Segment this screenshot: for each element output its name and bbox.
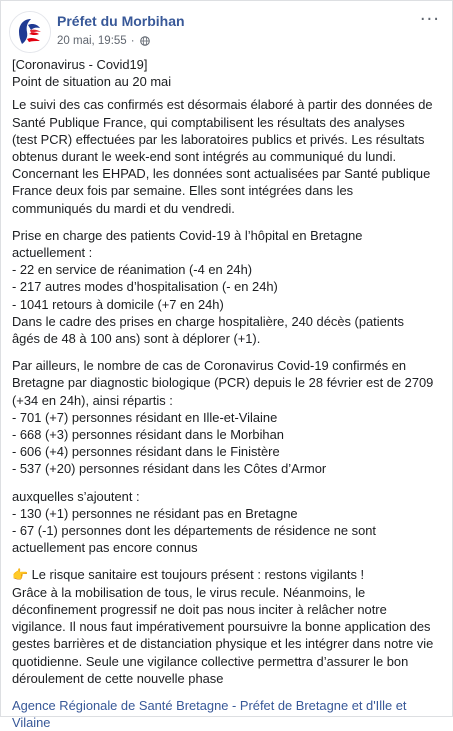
page-name-link[interactable]: Préfet du Morbihan bbox=[57, 13, 185, 29]
paragraph-additional-cases bbox=[12, 488, 446, 557]
tagged-page-link[interactable]: Agence Régionale de Santé Bretagne - Préfet de Bretagne et d'Ille et bbox=[12, 697, 407, 713]
text-line: - 67 (-1) personnes dont les départements de résidence ne sont bbox=[12, 523, 377, 539]
text-line: - 217 autres modes d’hospitalisation (- en 24h) bbox=[12, 279, 278, 295]
paragraph-methodology bbox=[12, 96, 446, 216]
text-line: actuellement : bbox=[12, 245, 93, 261]
post-timestamp[interactable]: 20 mai, 19:55 bbox=[57, 35, 127, 47]
text-line: communiqués du mardi et du vendredi. bbox=[12, 200, 235, 216]
text-line: âgés de 48 à 100 ans) sont à déplorer (+1). bbox=[12, 331, 261, 347]
text-line: - 130 (+1) personnes ne résidant pas en Bretagne bbox=[12, 505, 298, 521]
globe-icon bbox=[140, 36, 150, 46]
text-line: déconfinement progressif ne doit pas nous inciter à relâcher notre bbox=[12, 601, 387, 617]
tagged-page-link[interactable]: Vilaine bbox=[12, 715, 51, 731]
marianne-logo-icon bbox=[10, 12, 50, 52]
text-line: 👉 Le risque sanitaire est toujours présent : restons vigilants ! bbox=[12, 567, 365, 583]
tagged-pages bbox=[12, 697, 446, 731]
text-line: Par ailleurs, le nombre de cas de Coronavirus Covid-19 confirmés en bbox=[12, 358, 407, 374]
post-intro bbox=[12, 56, 446, 90]
text-line: auxquelles s’ajoutent : bbox=[12, 488, 140, 504]
text-line: Concernant les EHPAD, les données sont actualisées par Santé publique bbox=[12, 166, 431, 182]
more-options-button[interactable]: ··· bbox=[419, 9, 440, 30]
text-line: obtenus durant le week-end sont intégrés au communiqué du lundi. bbox=[12, 149, 397, 165]
text-line: - 701 (+7) personnes résidant en Ille-et-Vilaine bbox=[12, 409, 278, 425]
text-line: Point de situation au 20 mai bbox=[12, 74, 172, 90]
text-line: Prise en charge des patients Covid-19 à l’hôpital en Bretagne bbox=[12, 227, 363, 243]
text-line: Le suivi des cas confirmés est désormais élaboré à partir des données de bbox=[12, 97, 433, 113]
post-content bbox=[12, 56, 446, 731]
text-line: (+34 en 24h), ainsi répartis : bbox=[12, 392, 173, 408]
text-line: France deux fois par semaine. Elles sont intégrées dans les bbox=[12, 183, 354, 199]
text-line: - 22 en service de réanimation (-4 en 24h) bbox=[12, 262, 253, 278]
text-line: [Coronavirus - Covid19] bbox=[12, 57, 148, 72]
text-line: actuellement pas encore connus bbox=[12, 540, 198, 556]
page-avatar[interactable] bbox=[9, 11, 51, 53]
text-line: vigilance. Il nous faut impérativement poursuivre la bonne application des bbox=[12, 619, 431, 635]
text-line: (test PCR) effectuées par les laboratoires publics et privés. Les résultats bbox=[12, 131, 425, 147]
text-line: - 537 (+20) personnes résidant dans les Côtes d’Armor bbox=[12, 461, 327, 477]
text-line: Grâce à la mobilisation de tous, le virus recule. Néanmoins, le bbox=[12, 584, 366, 600]
text-line: - 668 (+3) personnes résidant dans le Morbihan bbox=[12, 427, 284, 443]
paragraph-hospital bbox=[12, 227, 446, 347]
text-line: Bretagne par diagnostic biologique (PCR) depuis le 28 février est de 2709 bbox=[12, 375, 434, 391]
text-line: Dans le cadre des prises en charge hospitalière, 240 décès (patients bbox=[12, 313, 404, 329]
text-line: - 606 (+4) personnes résidant dans le Finistère bbox=[12, 444, 280, 460]
paragraph-vigilance bbox=[12, 566, 446, 686]
paragraph-cases bbox=[12, 357, 446, 477]
text-line: gestes barrières et de distanciation physique et les intégrer dans notre vie bbox=[12, 636, 434, 652]
text-line: - 1041 retours à domicile (+7 en 24h) bbox=[12, 296, 224, 312]
text-line: quotidienne. Seule une vigilance collective permettra d’assurer le bon bbox=[12, 653, 409, 669]
post-meta bbox=[57, 35, 150, 47]
meta-separator: · bbox=[130, 35, 135, 47]
post-header bbox=[1, 1, 452, 57]
text-line: déroulement de cette nouvelle phase bbox=[12, 670, 224, 686]
text-line: Santé Publique France, qui comptabilisent les résultats des analyses bbox=[12, 114, 405, 130]
